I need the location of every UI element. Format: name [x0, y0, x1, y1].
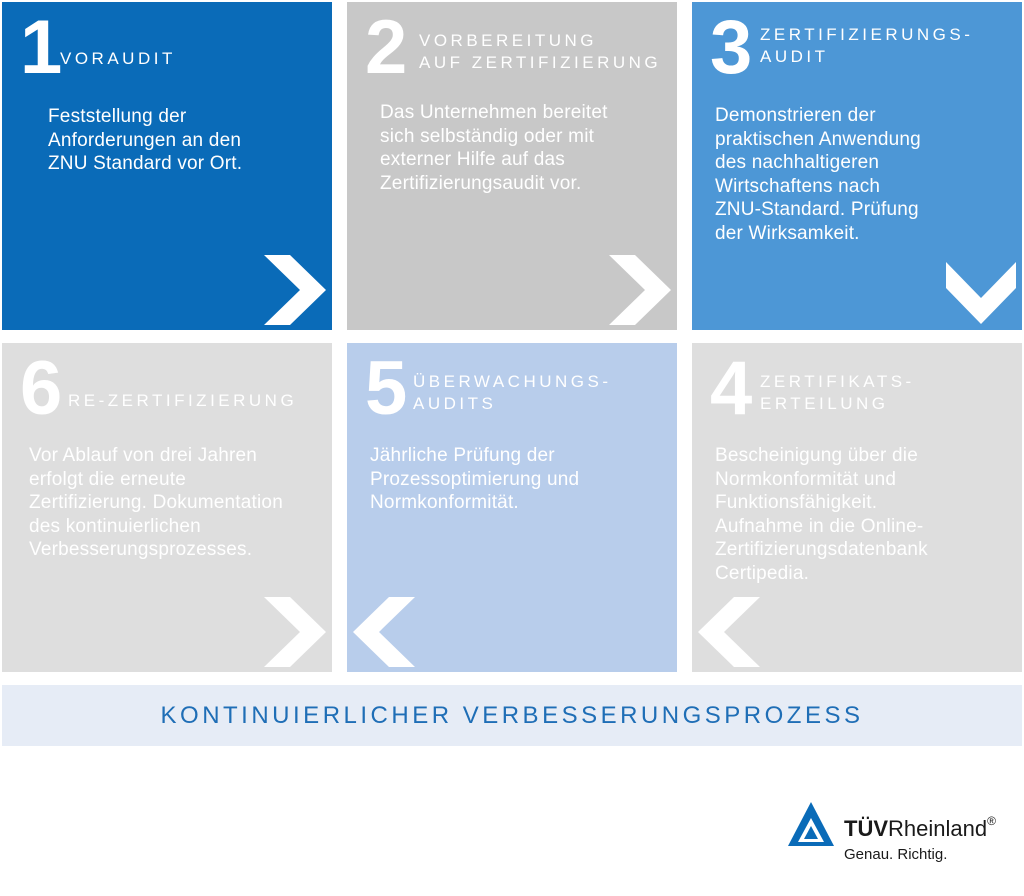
- continuous-improvement-banner: [2, 685, 1022, 746]
- step-description: Das Unternehmen bereitet sich selbständig oder mit externer Hilfe auf das Zertifizierungsaudit vor.: [380, 102, 608, 194]
- registered-mark: ®: [987, 814, 996, 828]
- step-number: 6: [20, 346, 61, 431]
- logo-brand-regular: Rheinland: [888, 816, 988, 841]
- step-title: VORBEREITUNG AUF ZERTIFIZIERUNG: [419, 31, 662, 72]
- triangle-logo-icon: [786, 800, 836, 848]
- step-title: ÜBERWACHUNGS- AUDITS: [413, 372, 612, 413]
- step-tile-3: [692, 2, 1022, 330]
- step-title: ZERTIFIKATS- ERTEILUNG: [760, 372, 915, 413]
- step-description: Vor Ablauf von drei Jahren erfolgt die erneute Zertifizierung. Dokumentation des kontinuierlichen Verbesserungsprozesses.: [29, 445, 283, 560]
- step-tile-5: [347, 343, 677, 672]
- step-description: Jährliche Prüfung der Prozessoptimierung und Normkonformität.: [370, 445, 580, 513]
- step-tile-6: [2, 343, 332, 672]
- step-number: 4: [710, 346, 751, 431]
- step-number: 3: [710, 5, 751, 90]
- step-description: Bescheinigung über die Normkonformität und Funktionsfähigkeit. Aufnahme in die Online- Zertifizierungsdatenbank Certipedia.: [715, 445, 928, 584]
- chevron-right-icon: [609, 255, 671, 325]
- step-tile-1: [2, 2, 332, 330]
- logo-brand-bold: TÜV: [844, 816, 888, 841]
- step-number: 1: [20, 5, 61, 90]
- step-title: RE-ZERTIFIZIERUNG: [68, 391, 298, 410]
- step-title: VORAUDIT: [60, 49, 176, 68]
- step-title: ZERTIFIZIERUNGS- AUDIT: [760, 25, 974, 66]
- chevron-right-icon: [264, 597, 326, 667]
- chevron-right-icon: [264, 255, 326, 325]
- chevron-left-icon: [353, 597, 415, 667]
- step-description: Feststellung der Anforderungen an den ZNU Standard vor Ort.: [48, 106, 243, 174]
- step-description: Demonstrieren der praktischen Anwendung des nachhaltigeren Wirtschaftens nach ZNU-Standard. Prüfung der Wirksamkeit.: [715, 105, 921, 244]
- logo-brand: [844, 816, 996, 842]
- logo-slogan: Genau. Richtig.: [844, 846, 948, 863]
- banner-label: KONTINUIERLICHER VERBESSERUNGSPROZESS: [160, 701, 864, 729]
- step-tile-4: [692, 343, 1022, 672]
- chevron-left-icon: [698, 597, 760, 667]
- step-tile-2: [347, 2, 677, 330]
- step-number: 5: [365, 346, 406, 431]
- chevron-down-icon: [946, 262, 1016, 324]
- step-number: 2: [365, 5, 406, 90]
- tuv-rheinland-logo: [786, 796, 1022, 876]
